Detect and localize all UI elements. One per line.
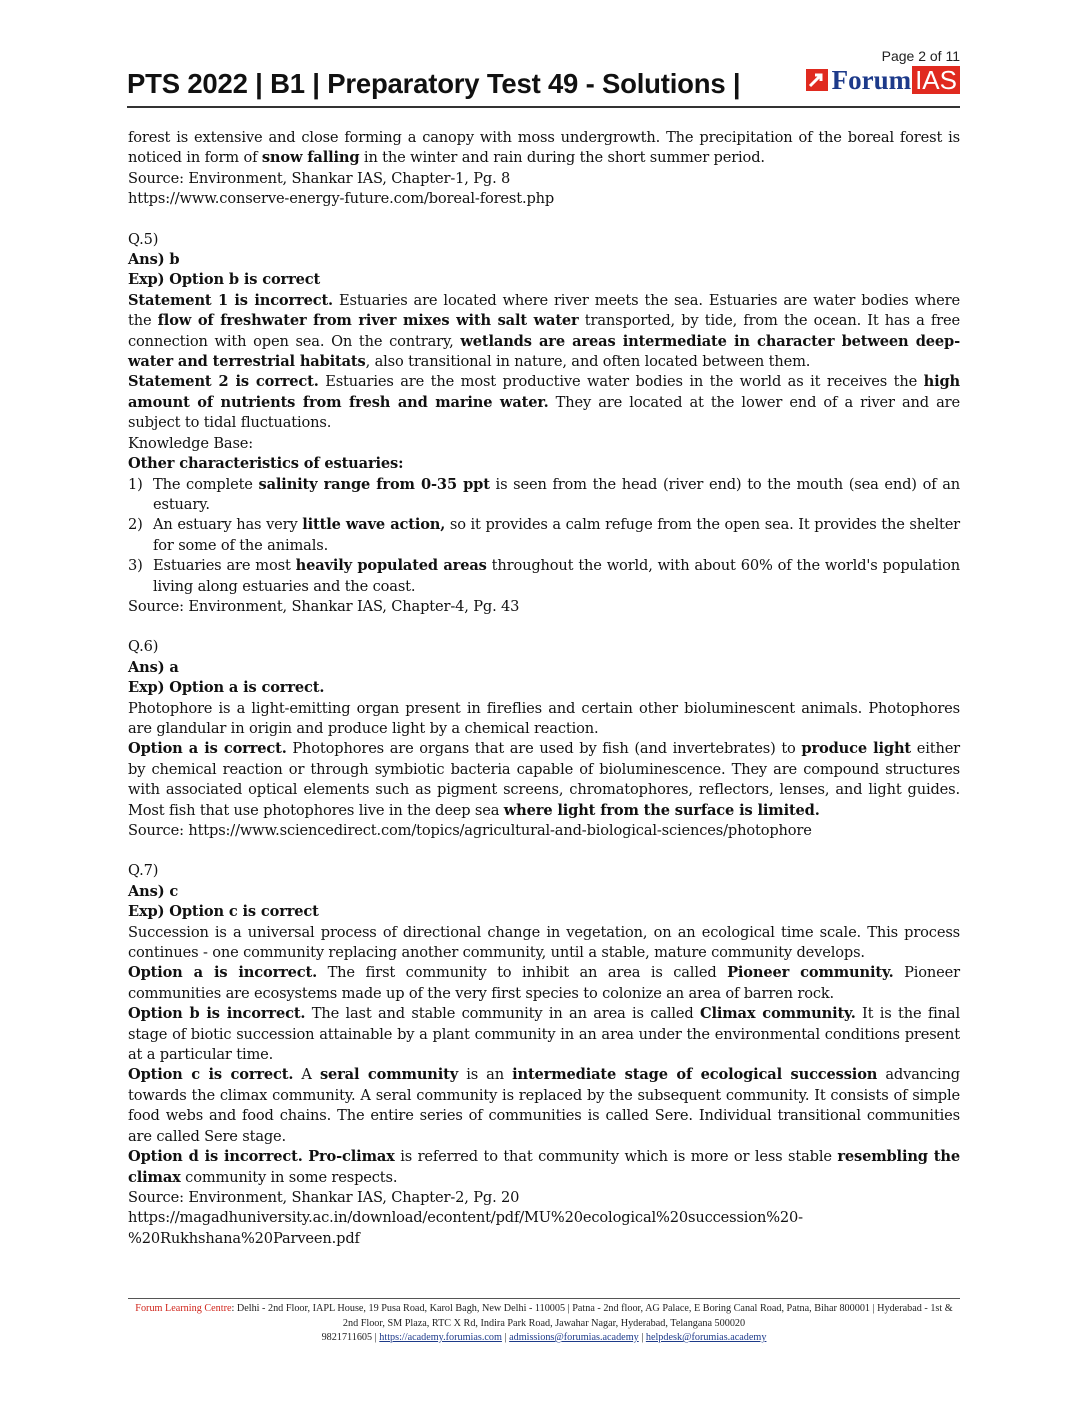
footer-academy-link[interactable]: https://academy.forumias.com (379, 1332, 502, 1343)
list-item: 1) The complete salinity range from 0-35 ppt is seen from the head (river end) to the mouth (sea end) of an estuary. (128, 475, 960, 513)
q7-option-b: Option b is incorrect. The last and stable community in an area is called Climax community. It is the final stage of biotic succession attainable by a plant community in an area under the environmental conditions present at a particular time. (128, 1005, 960, 1064)
q7-option-a: Option a is incorrect. The first community to inhibit an area is called Pioneer community. Pioneer communities are ecosystems made up of the very first species to colonize an area of barren rock. (128, 964, 960, 1002)
q5-answer: Ans) b (128, 251, 180, 269)
footer-brand: Forum Learning Centre (135, 1303, 232, 1314)
q7-option-c: Option c is correct. A seral community is an intermediate stage of ecological succession advancing towards the climax community. A seral community is replaced by the subsequent community. It consists of simple food webs and food chains. The entire series of communities is called Sere. Individual transitional communities are called Sere stage. (128, 1066, 960, 1145)
footer-admissions-link[interactable]: admissions@forumias.academy (509, 1332, 639, 1343)
q6-paragraph-1: Photophore is a light-emitting organ present in fireflies and certain other bioluminescent animals. Photophores are glandular in origin and produce light by a chemical reaction. (128, 699, 960, 737)
intro-paragraph: forest is extensive and close forming a canopy with moss undergrowth. The precipitation of the boreal forest is noticed in form of snow falling in the winter and rain during the short summer period. (128, 129, 960, 167)
list-item: 3) Estuaries are most heavily populated areas throughout the world, with about 60% of the world's population living along estuaries and the coast. (128, 557, 960, 595)
q6-explanation-heading: Exp) Option a is correct. (128, 679, 325, 697)
q6-paragraph-2: Option a is correct. Photophores are organs that are used by fish (and invertebrates) to produce light either by chemical reaction or through symbiotic bacteria capable of bioluminescence. They are compound structures with associated optical elements such as pigment screens, chromatophores, reflectors, lenses, and light guides. Most fish that use photophores live in the deep sea where light from the surface is limited. (128, 740, 961, 819)
q5-explanation-heading: Exp) Option b is correct (128, 271, 321, 289)
q6-source: Source: https://www.sciencedirect.com/topics/agricultural-and-biological-sciences/photophore (128, 822, 812, 839)
q7-answer: Ans) c (128, 882, 179, 900)
q7-url: https://magadhuniversity.ac.in/download/econtent/pdf/MU%20ecological%20succession%20-%20Rukhshana%20Parveen.pdf (128, 1209, 803, 1247)
q5-characteristics-list (128, 475, 960, 597)
q5-number: Q.5) (128, 230, 159, 248)
page-number: Page 2 of 11 (881, 48, 960, 64)
arrow-logo-icon (806, 69, 828, 91)
q7-paragraph-1: Succession is a universal process of directional change in vegetation, on an ecological time scale. This process continues - one community replacing another community, until a stable, mature community develops. (128, 923, 960, 962)
page-header (127, 66, 960, 108)
footer-phone: 9821711605 | (321, 1332, 380, 1343)
document-body (128, 128, 960, 1249)
intro-url: https://www.conserve-energy-future.com/boreal-forest.php (128, 190, 555, 208)
logo-forum-text: Forum (831, 64, 912, 95)
footer-helpdesk-link[interactable]: helpdesk@forumias.academy (645, 1332, 767, 1343)
q5-knowledge-base: Knowledge Base: (128, 434, 254, 452)
q6-number: Q.6) (128, 638, 159, 656)
page-footer: Forum Learning Centre: Delhi - 2nd Floor, IAPL House, 19 Pusa Road, Karol Bagh, New Delhi - 110005 | Patna - 2nd floor, AG Palace, E Boring Canal Road, Patna, Bihar 800001 | Hyderabad - 1st & 2nd Floor, SM Plaza, RTC X Rd, Indira Park Road, Jawahar Nagar, Hyderabad, Telangana 500020 9821711605 | https://academy.forumias.com | admissions@forumias.academy | helpdesk@forumias.academy (128, 1298, 960, 1346)
q7-explanation-heading: Exp) Option c is correct (128, 903, 319, 921)
q5-statement-1: Statement 1 is incorrect. Estuaries are located where river meets the sea. Estuaries are water bodies where the flow of freshwater from river mixes with salt water transported, by tide, from the ocean. It has a free connection with open sea. On the contrary, wetlands are areas intermediate in character between deep-water and terrestrial habitats, also transitional in nature, and often located between them. (128, 291, 960, 371)
q5-source: Source: Environment, Shankar IAS, Chapter-4, Pg. 43 (128, 597, 520, 615)
forumias-logo (806, 66, 960, 94)
q5-statement-2: Statement 2 is correct. Estuaries are the most productive water bodies in the world as it receives the high amount of nutrients from fresh and marine water. They are located at the lower end of a river and are subject to tidal fluctuations. (128, 373, 960, 432)
intro-source: Source: Environment, Shankar IAS, Chapter-1, Pg. 8 (128, 169, 511, 187)
footer-addresses: : Delhi - 2nd Floor, IAPL House, 19 Pusa Road, Karol Bagh, New Delhi - 110005 | Patna - 2nd floor, AG Palace, E Boring Canal Road, Patna, Bihar 800001 | Hyderabad - 1st & 2nd Floor, SM Plaza, RTC X Rd, Indira Park Road, Jawahar Nagar, Hyderabad, Telangana 500020 (231, 1303, 953, 1329)
list-item: 2) An estuary has very little wave action, so it provides a calm refuge from the open sea. It provides the shelter for some of the animals. (128, 516, 961, 554)
logo-ias-text: IAS (912, 66, 960, 94)
q7-source: Source: Environment, Shankar IAS, Chapter-2, Pg. 20 (128, 1188, 520, 1206)
q5-other-heading: Other characteristics of estuaries: (128, 455, 404, 473)
q6-answer: Ans) a (128, 658, 179, 676)
page-title: PTS 2022 | B1 | Preparatory Test 49 - Solutions | (127, 68, 741, 99)
q7-option-d: Option d is incorrect. Pro-climax is referred to that community which is more or less stable resembling the climax community in some respects. (128, 1148, 960, 1186)
q7-number: Q.7) (128, 862, 159, 880)
